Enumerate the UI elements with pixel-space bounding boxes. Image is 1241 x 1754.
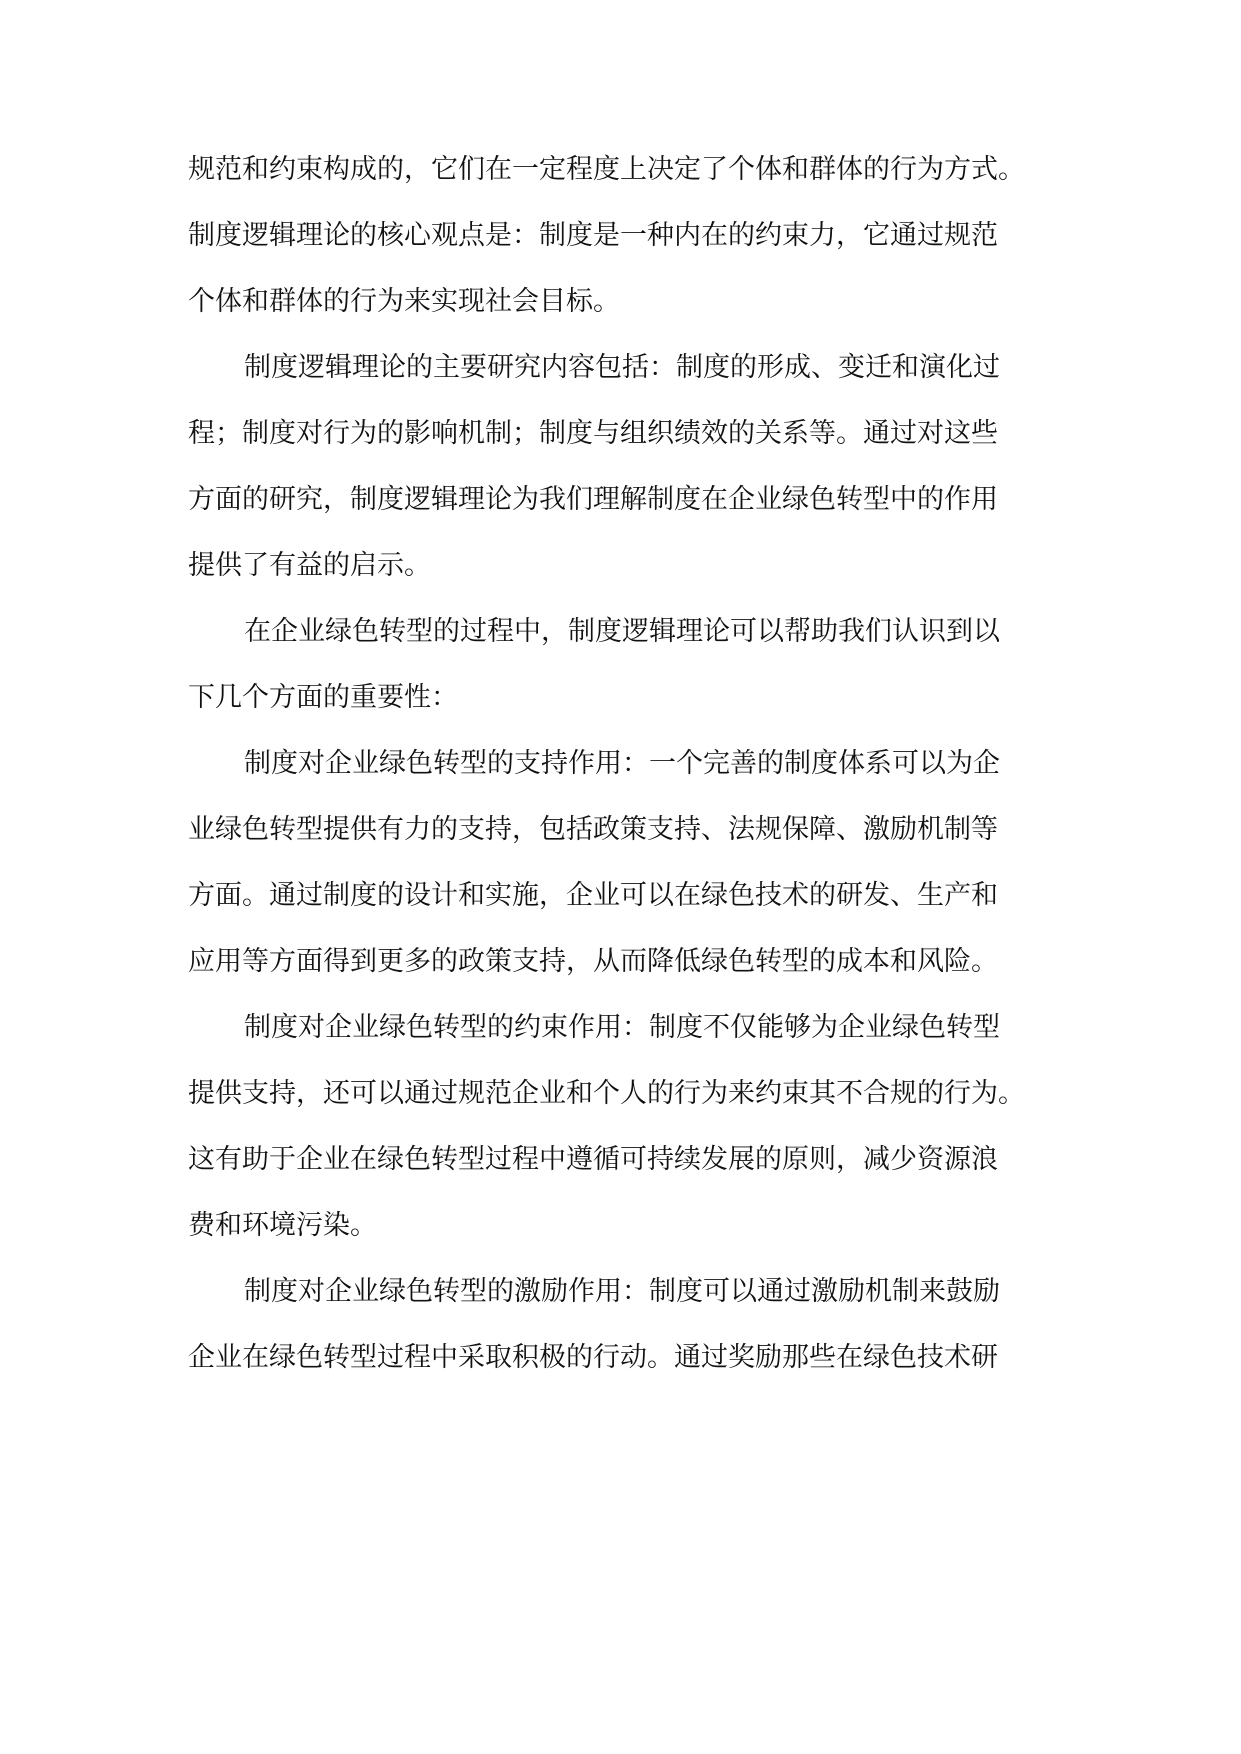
text-line: 提供了有益的启示。 [188,550,431,581]
text-line: 费和环境污染。 [188,1210,377,1241]
document-body [188,137,1058,1391]
paragraph-first-line: 在企业绿色转型的过程中，制度逻辑理论可以帮助我们认识到以 [244,616,1000,647]
text-line: 应用等方面得到更多的政策支持，从而降低绿色转型的成本和风险。 [188,946,998,977]
paragraph-first-line: 制度对企业绿色转型的约束作用：制度不仅能够为企业绿色转型 [244,1012,1000,1043]
text-line: 个体和群体的行为来实现社会目标。 [188,286,620,317]
text-line: 制度逻辑理论的核心观点是：制度是一种内在的约束力，它通过规范 [188,220,998,251]
paragraph-first-line: 制度逻辑理论的主要研究内容包括：制度的形成、变迁和演化过 [244,352,1000,383]
text-line: 规范和约束构成的，它们在一定程度上决定了个体和群体的行为方式。 [188,154,1025,185]
text-line: 企业在绿色转型过程中采取积极的行动。通过奖励那些在绿色技术研 [188,1342,998,1373]
text-line: 程；制度对行为的影响机制；制度与组织绩效的关系等。通过对这些 [188,418,998,449]
text-line: 这有助于企业在绿色转型过程中遵循可持续发展的原则，减少资源浪 [188,1144,998,1175]
text-line: 业绿色转型提供有力的支持，包括政策支持、法规保障、激励机制等 [188,814,998,845]
paragraph-first-line: 制度对企业绿色转型的激励作用：制度可以通过激励机制来鼓励 [244,1276,1000,1307]
text-line: 方面的研究，制度逻辑理论为我们理解制度在企业绿色转型中的作用 [188,484,998,515]
text-line: 下几个方面的重要性： [188,682,458,713]
text-line: 提供支持，还可以通过规范企业和个人的行为来约束其不合规的行为。 [188,1078,1025,1109]
text-line: 方面。通过制度的设计和实施，企业可以在绿色技术的研发、生产和 [188,880,998,911]
paragraph-first-line: 制度对企业绿色转型的支持作用：一个完善的制度体系可以为企 [244,748,1000,779]
